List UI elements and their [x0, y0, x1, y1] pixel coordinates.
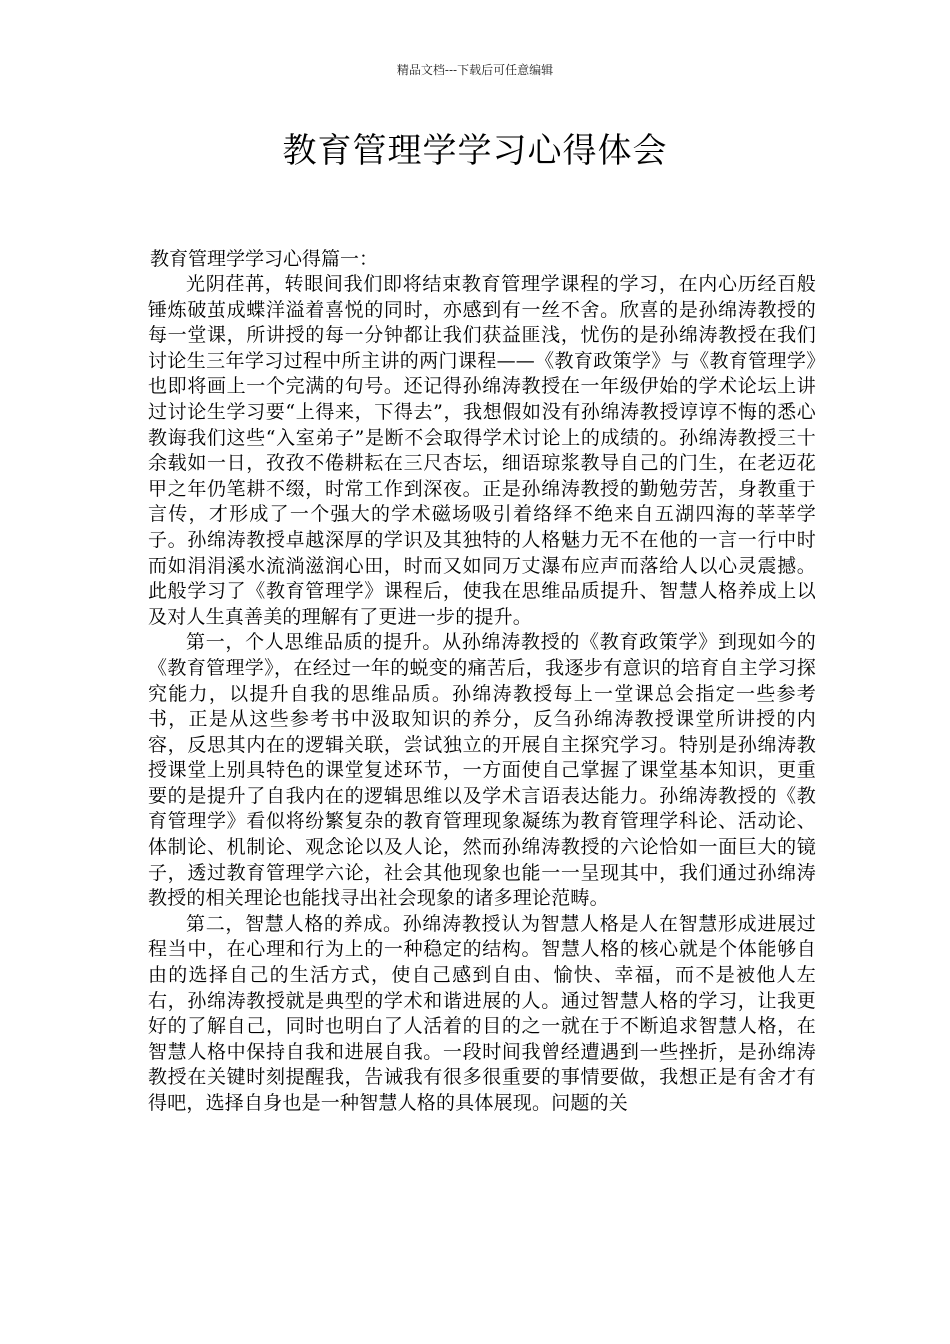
document-title: 教育管理学学习心得体会 [282, 131, 668, 171]
paragraph-intro: 光阴荏苒，转眼间我们即将结束教育管理学课程的学习，在内心历经百般锤炼破茧成蝶洋溢着喜悦的同时，亦感到有一丝不舍。欣喜的是孙绵涛教授的每一堂课，所讲授的每一分钟都让我们获益匪浅，忧伤的是孙绵涛教授在我们讨论生三年学习过程中所主讲的两门课程——《教育政策学》与《教育管理学》也即将画上一个完满的句号。还记得孙绵涛教授在一年级伊始的学术论坛上讲过讨论生学习要“上得来，下得去”，我想假如没有孙绵涛教授谆谆不悔的悉心教诲我们这些“入室弟子”是断不会取得学术讨论上的成绩的。孙绵涛教授三十余载如一日，孜孜不倦耕耘在三尺杏坛，细语琼浆教导自己的门生，在老迈花甲之年仍笔耕不缀，时常工作到深夜。正是孙绵涛教授的勤勉劳苦，身教重于言传，才形成了一个强大的学术磁场吸引着络绎不绝来自五湖四海的莘莘学子。孙绵涛教授卓越深厚的学识及其独特的人格魅力无不在他的一言一行中时而如涓涓溪水流淌滋润心田，时而又如同万丈瀑布应声而落给人以心灵震撼。此般学习了《教育管理学》课程后，使我在思维品质提升、智慧人格养成上以及对人生真善美的理解有了更进一步的提升。 [148, 273, 816, 628]
body-text [148, 272, 816, 1117]
header-note: 精品文档---下载后可任意编辑 [396, 63, 554, 77]
paragraph-thinking-quality: 第一，个人思维品质的提升。从孙绵涛教授的《教育政策学》到现如今的《教育管理学》，在经过一年的蜕变的痛苦后，我逐步有意识的培育自主学习探究能力，以提升自我的思维品质。孙绵涛教授每上一堂课总会指定一些参考书，正是从这些参考书中汲取知识的养分，反刍孙绵涛教授课堂所讲授的内容，反思其内在的逻辑关联，尝试独立的开展自主探究学习。特别是孙绵涛教授课堂上别具特色的课堂复述环节，一方面使自己掌握了课堂基本知识，更重要的是提升了自我内在的逻辑思维以及学术言语表达能力。孙绵涛教授的《教育管理学》看似将纷繁复杂的教育管理现象凝练为教育管理学科论、活动论、体制论、机制论、观念论以及人论，然而孙绵涛教授的六论恰如一面巨大的镜子，透过教育管理学六论，社会其他现象也能一一呈现其中，我们通过孙绵涛教授的相关理论也能找寻出社会现象的诸多理论范畴。 [148, 631, 816, 910]
paragraph-wisdom-personality: 第二，智慧人格的养成。孙绵涛教授认为智慧人格是人在智慧形成进展过程当中，在心理和行为上的一种稳定的结构。智慧人格的核心就是个体能够自由的选择自己的生活方式，使自己感到自由、愉快、幸福，而不是被他人左右，孙绵涛教授就是典型的学术和谐进展的人。通过智慧人格的学习，让我更好的了解自己，同时也明白了人活着的目的之一就在于不断追求智慧人格，在智慧人格中保持自我和进展自我。一段时间我曾经遭遇到一些挫折，是孙绵涛教授在关键时刻提醒我，告诫我有很多很重要的事情要做，我想正是有舍才有得吧，选择自身也是一种智慧人格的具体展现。问题的关 [148, 912, 816, 1114]
section-heading: 教育管理学学习心得篇一： [150, 248, 379, 270]
